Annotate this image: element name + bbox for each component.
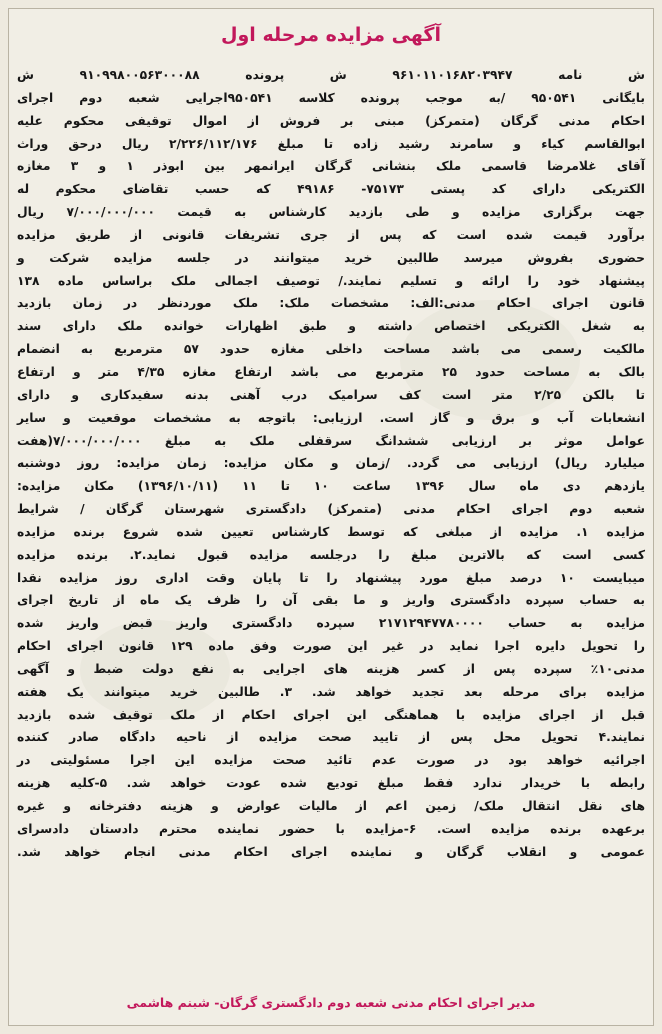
notice-line: قبل از اجرای مزایده با هماهنگی این اجرای احکام از ملک توقیف شده بازدید xyxy=(17,707,645,722)
notice-line: شعبه دوم اجرای احکام مدنی (متمرکز) دادگستری شهرستان گرگان / شرایط xyxy=(17,502,645,517)
notice-line: مالکیت رسمی می باشد مساحت داخلی مغازه حدود ۵۷ مترمربع به انضمام xyxy=(17,342,646,357)
notice-line: رابطه با خریدار ندارد فقط مبلغ تودیع شده عودت خواهد شد. ۵-کلیه هزینه xyxy=(17,776,645,791)
notice-line: احکام مدنی گرگان (متمرکز) مبنی بر فروش از اموال توقیفی محکوم علیه xyxy=(17,113,645,128)
notice-title: آگهی مزایده مرحله اول xyxy=(221,24,441,46)
notice-line: میلیارد ریال) ارزیابی می گردد. /زمان و مکان مزایده: زمان مزایده: روز دوشنبه xyxy=(17,456,645,471)
notice-line: برآورد قیمت شده است که پس از جری تشریفات قانونی از طریق مزایده xyxy=(17,227,645,242)
notice-line: نمایند.۴ تحویل محل پس از تایید صحت مزایده از ناحیه دادگاه صادر کننده xyxy=(17,730,645,745)
notice-line: بایگانی ۹۵۰۵۴۱ /به موجب پرونده کلاسه ۹۵۰۵۴۱اجرایی شعبه دوم اجرای xyxy=(17,90,645,105)
notice-line: عوامل موثر بر ارزیابی ششدانگ سرقفلی ملک به مبلغ ۷/۰۰۰/۰۰۰/۰۰۰(هفت xyxy=(17,433,645,448)
notice-line: الکتریکی دارای کد پستی ۷۵۱۷۳- ۴۹۱۸۶ که حسب تقاضای محکوم له xyxy=(17,182,646,197)
notice-line: اجرائیه خواهد بود در صورت عدم تائید صحت مزایده این اجرا مسئولیتی در xyxy=(17,753,645,768)
notice-line: به شغل الکتریکی اختصاص داشته و طبق اظهارات خوانده ملک دارای سند xyxy=(17,319,645,334)
notice-line: تا بالکن ۲/۲۵ متر است کف سرامیک درب آهنی بدنه سفیدکاری و دارای xyxy=(17,387,645,402)
notice-line: یازدهم دی ماه سال ۱۳۹۶ ساعت ۱۰ تا ۱۱ (۱۳۹۶/۱۰/۱۱) مکان مزایده: xyxy=(17,479,646,494)
notice-line: حضوری بفروش میرسد طالبین خرید میتوانند در جلسه مزایده شرکت و xyxy=(17,250,645,265)
notice-line: برعهده برنده مزایده است. ۶-مزایده با حضور نماینده محترم دادستان دادسرای xyxy=(17,821,645,836)
notice-line: به حساب سپرده دادگستری واریز و ما بقی آن را ظرف یک ماه از تاریخ اجرای xyxy=(17,593,645,608)
notice-line: میبایست ۱۰ درصد مبلغ مورد پیشنهاد را تا پایان وقت اداری روز مزایده نقدا xyxy=(17,570,646,585)
notice-line: مدنی۱۰٪ سپرده پس از کسر هزینه های اجرایی به نفع دولت ضبط و آگهی xyxy=(17,661,645,676)
notice-line: آقای غلامرضا قاسمی ملک بنشانی گرگان ایرانمهر بین ابوذر ۱ و ۳ مغازه xyxy=(17,159,645,174)
notice-line: را تحویل دایره اجرا نماید در غیر این صورت وفق ماده ۱۲۹ قانون اجرای احکام xyxy=(17,639,646,654)
notice-line: بالک به مساحت حدود ۲۵ مترمربع می باشد ارتفاع مغازه ۴/۳۵ متر و ارتفاع xyxy=(17,364,645,379)
notice-body xyxy=(17,64,645,864)
notice-line: مزایده به حساب ۲۱۷۱۲۹۴۷۷۸۰۰۰۰ سپرده دادگستری واریز قبض واریز شده xyxy=(17,616,646,631)
notice-line: انشعابات آب و برق و گاز است. ارزیابی: باتوجه به مشخصات موقعیت و سایر xyxy=(17,410,645,425)
notice-line: قانون اجرای احکام مدنی:الف: مشخصات ملک: ملک موردنظر در زمان بازدید xyxy=(17,296,645,311)
notice-line: مزایده ۱. مزایده از مبلغی که توسط کارشناس تعیین شده شروع برنده مزایده xyxy=(17,524,645,539)
notice-signature: مدیر اجرای احکام مدنی شعبه دوم دادگستری گرگان- شبنم هاشمی xyxy=(126,995,536,1010)
notice-line: مزایده برای مرحله بعد تجدید خواهد شد. ۳. طالبین خرید میتوانند یک هفته xyxy=(17,684,645,699)
notice-line: کسی است که بالاترین مبلغ را درجلسه مزایده قبول نماید.۲. برنده مزایده xyxy=(17,547,645,562)
notice-line: ابوالقاسم کیاء و سامرند رشید زاده تا مبلغ ۲/۲۲۶/۱۱۲/۱۷۶ ریال درحق وراث xyxy=(17,136,645,151)
notice-line: ش نامه ۹۶۱۰۱۱۰۱۶۸۲۰۳۹۴۷ ش پرونده ۹۱۰۹۹۸۰۰۵۶۳۰۰۰۸۸ ش xyxy=(17,68,646,82)
notice-line: های نقل انتقال ملک/ زمین اعم از مالیات عوارض و هزینه دفترخانه و غیره xyxy=(17,799,645,813)
notice-line: جهت برگزاری مزایده و طی بازدید کارشناس به قیمت ۷/۰۰۰/۰۰۰/۰۰۰ ریال xyxy=(17,205,645,220)
notice-line: پیشنهاد خود را ارائه و تسلیم نمایند./ توصیف اجمالی ملک براساس ماده ۱۳۸ xyxy=(17,273,645,288)
notice-line: عمومی و انقلاب گرگان و نماینده اجرای احکام مدنی انجام خواهد شد. xyxy=(17,844,645,859)
